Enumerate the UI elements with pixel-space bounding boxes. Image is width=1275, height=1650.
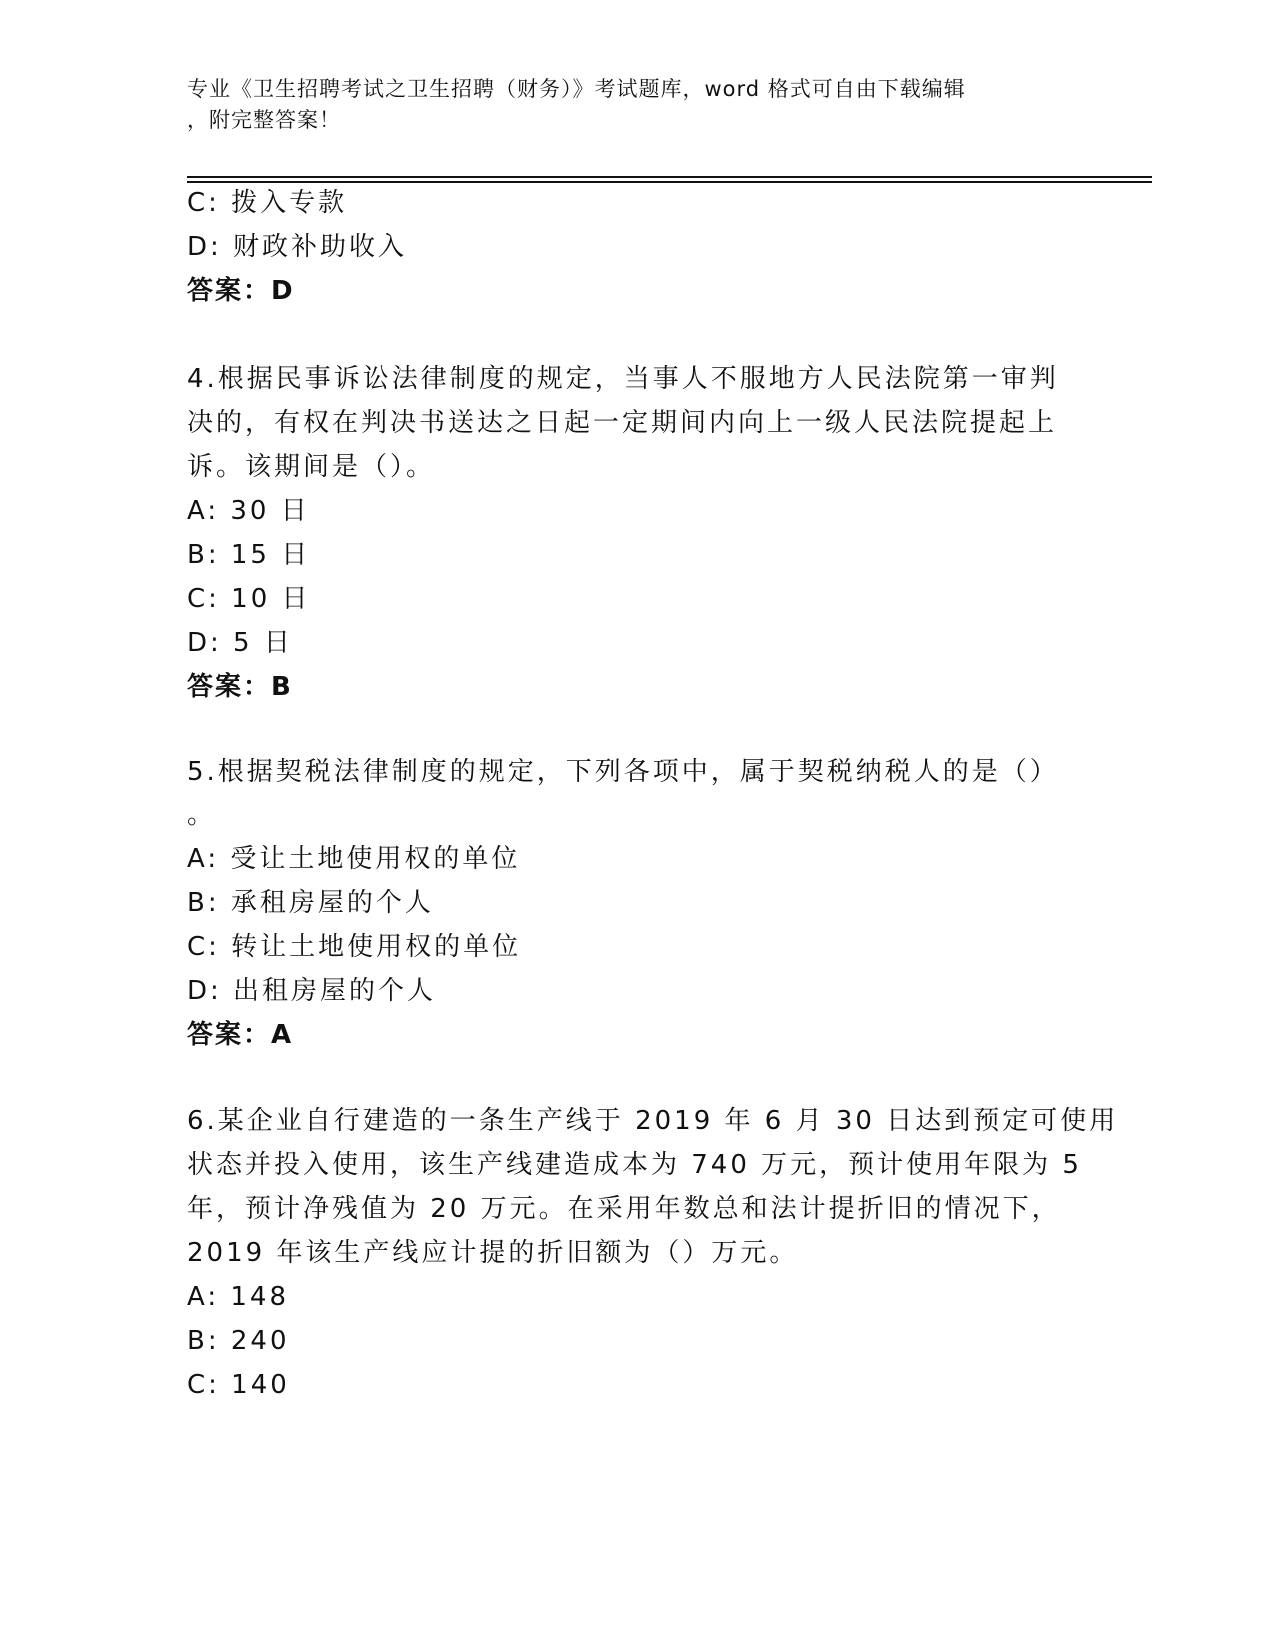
q6-stem-line-3: 年，预计净残值为 20 万元。在采用年数总和法计提折旧的情况下， <box>187 1194 1061 1224</box>
header-line-1: 专业《卫生招聘考试之卫生招聘（财务）》考试题库，word 格式可自由下载编辑 <box>187 77 966 101</box>
q5-answer: 答案：A <box>187 1020 294 1050</box>
q4-option-b: B: 15 日 <box>187 540 311 570</box>
q6-stem-line-2: 状态并投入使用，该生产线建造成本为 740 万元，预计使用年限为 5 <box>187 1150 1082 1180</box>
q5-option-a: A: 受让土地使用权的单位 <box>187 844 521 874</box>
q4-option-c: C: 10 日 <box>187 584 311 614</box>
q4-stem-line-3: 诉。该期间是（）。 <box>187 452 436 482</box>
header-divider-top <box>187 176 1152 178</box>
q4-answer: 答案：B <box>187 672 293 702</box>
q4-stem-line-1: 4.根据民事诉讼法律制度的规定，当事人不服地方人民法院第一审判 <box>187 364 1059 394</box>
document-header <box>187 74 1067 136</box>
q6-stem-line-4: 2019 年该生产线应计提的折旧额为（）万元。 <box>187 1238 799 1268</box>
q5-stem-line-1: 5.根据契税法律制度的规定，下列各项中，属于契税纳税人的是（） <box>187 757 1059 787</box>
q6-option-c: C: 140 <box>187 1370 290 1400</box>
header-line-2: ，附完整答案！ <box>187 108 341 132</box>
q4-option-a: A: 30 日 <box>187 496 310 526</box>
q5-option-b: B: 承租房屋的个人 <box>187 888 434 918</box>
q5-option-c: C: 转让土地使用权的单位 <box>187 932 522 962</box>
header-divider-bottom <box>187 181 1152 183</box>
q6-option-b: B: 240 <box>187 1326 290 1356</box>
q3-answer: 答案：D <box>187 276 295 306</box>
q3-option-d: D: 财政补助收入 <box>187 232 408 262</box>
q4-option-d: D: 5 日 <box>187 628 293 658</box>
q6-stem-line-1: 6.某企业自行建造的一条生产线于 2019 年 6 月 30 日达到预定可使用 <box>187 1106 1119 1136</box>
q5-stem-line-2: 。 <box>187 800 217 830</box>
q6-option-a: A: 148 <box>187 1282 289 1312</box>
q5-option-d: D: 出租房屋的个人 <box>187 976 437 1006</box>
q4-stem-line-2: 决的，有权在判决书送达之日起一定期间内向上一级人民法院提起上 <box>187 408 1058 438</box>
q3-option-c: C: 拨入专款 <box>187 188 348 218</box>
